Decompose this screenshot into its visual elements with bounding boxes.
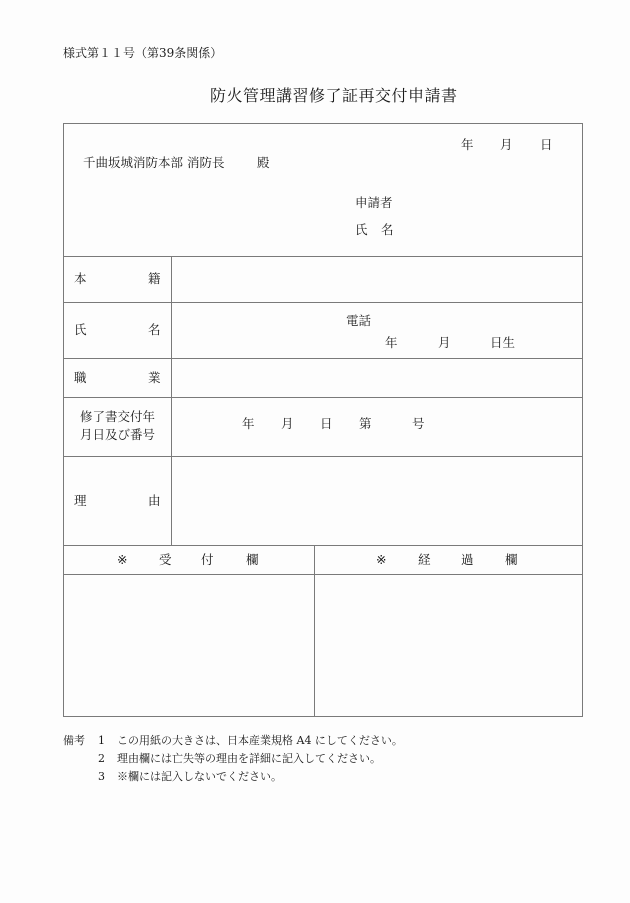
note-number: 2 [98,752,105,765]
cert-month-label: 月 [281,416,294,431]
reception-char-3: 欄 [246,552,259,567]
honorific: 殿 [257,155,270,170]
cert-day-label: 日 [320,416,333,431]
reception-char-2: 付 [201,552,214,567]
cert-go-label: 号 [412,416,425,431]
phone-label: 電話 [346,313,372,328]
note-text: ※欄には記入しないでください。 [117,770,282,783]
notes-heading: 備考 [63,734,85,747]
reason-label-right: 由 [148,493,161,508]
reception-mark: ※ [117,552,128,567]
name-label-left: 氏 [74,322,87,337]
progress-char-2: 過 [461,552,474,567]
note-number: 3 [98,770,105,783]
domicile-label-left: 本 [74,271,87,286]
occupation-label-left: 職 [74,370,87,385]
applicant-name-label-second: 名 [381,222,394,237]
progress-char-1: 経 [418,552,431,567]
birth-year-label: 年 [385,335,398,350]
reason-field[interactable] [172,457,582,545]
domicile-label-right: 籍 [148,271,161,286]
note-number: 1 [98,734,105,747]
cert-dai-label: 第 [359,416,372,431]
certificate-label-line1: 修了書交付年 [79,409,155,424]
date-year-label: 年 [461,137,474,152]
occupation-field[interactable] [172,359,582,397]
applicant-name-field[interactable] [400,218,570,240]
date-month-label: 月 [500,137,513,152]
certificate-field[interactable] [172,398,582,456]
birth-month-label: 月 [438,335,451,350]
name-label-right: 名 [148,322,161,337]
reason-label-left: 理 [74,493,87,508]
progress-mark: ※ [376,552,387,567]
note-text: この用紙の大きさは、日本産業規格 A4 にしてください。 [117,734,403,747]
table-border-top [63,123,583,124]
applicant-name-label-first: 氏 [355,222,368,237]
name-field[interactable] [172,303,342,358]
row-divider [63,545,583,546]
page-title: 防火管理講習修了証再交付申請書 [210,86,458,105]
cert-year-label: 年 [242,416,255,431]
domicile-field[interactable] [172,257,582,302]
progress-char-3: 欄 [505,552,518,567]
birthdate-field[interactable] [340,332,380,352]
progress-area [315,575,582,716]
birth-day-label: 日生 [490,335,516,350]
note-text: 理由欄には亡失等の理由を詳細に記入してください。 [117,752,381,765]
reception-char-1: 受 [159,552,172,567]
phone-field[interactable] [372,308,572,328]
reception-area [64,575,314,716]
applicant-label: 申請者 [355,195,393,210]
certificate-label-line2: 月日及び番号 [79,427,155,442]
date-field[interactable] [500,132,530,152]
form-number: 様式第１１号（第39条関係） [63,46,223,60]
table-border-right [582,123,583,717]
occupation-label-right: 業 [148,370,161,385]
date-day-label: 日 [540,137,553,152]
table-border-bottom [63,716,583,717]
certificate-label [64,408,171,444]
recipient: 千曲坂城消防本部 消防長 [83,155,225,170]
